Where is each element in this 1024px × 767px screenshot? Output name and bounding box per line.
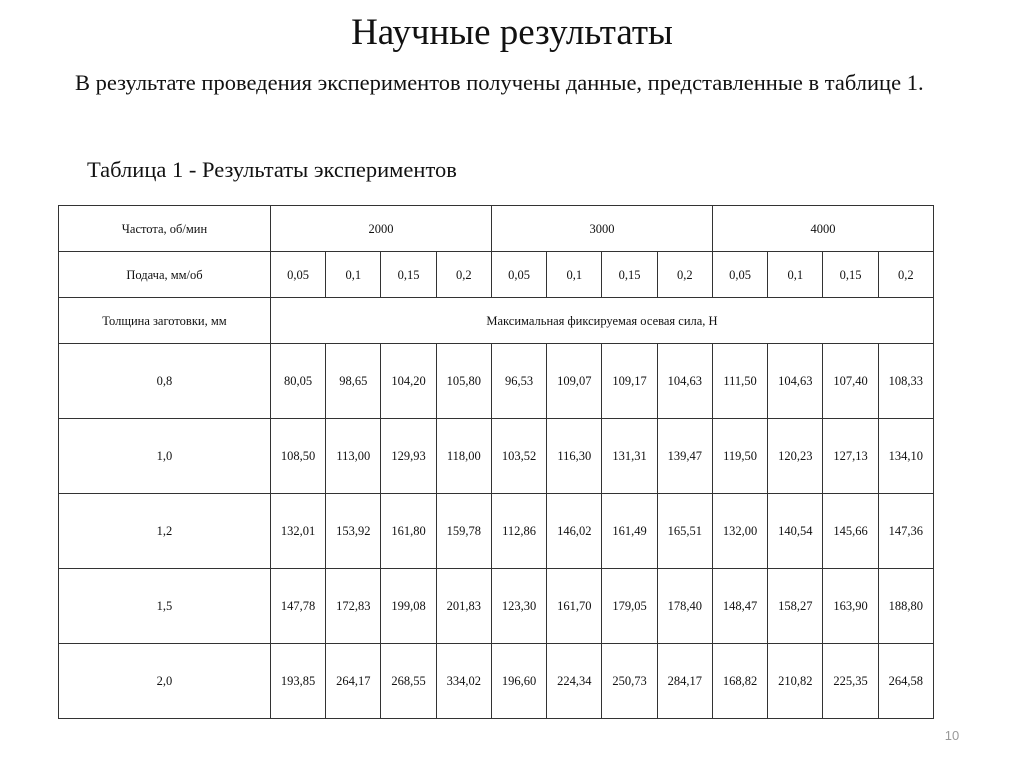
force-cell: 80,05: [270, 344, 325, 419]
force-cell: 147,78: [270, 569, 325, 644]
force-cell: 111,50: [712, 344, 767, 419]
force-cell: 165,51: [657, 494, 712, 569]
slide-title: Научные результаты: [351, 12, 673, 53]
thickness-header-row: [59, 298, 934, 344]
force-cell: 224,34: [547, 644, 602, 719]
feed-label: Подача, мм/об: [59, 252, 271, 298]
feed-cell: 0,2: [436, 252, 491, 298]
force-cell: 178,40: [657, 569, 712, 644]
force-cell: 108,33: [878, 344, 933, 419]
thickness-cell: 1,5: [59, 569, 271, 644]
thickness-label: Толщина заготовки, мм: [59, 298, 271, 344]
frequency-4000: 4000: [712, 206, 933, 252]
force-cell: 163,90: [823, 569, 878, 644]
frequency-header-row: [59, 206, 934, 252]
force-cell: 123,30: [491, 569, 546, 644]
force-cell: 119,50: [712, 419, 767, 494]
force-cell: 107,40: [823, 344, 878, 419]
force-cell: 120,23: [768, 419, 823, 494]
force-cell: 118,00: [436, 419, 491, 494]
table-row: [59, 569, 934, 644]
force-cell: 168,82: [712, 644, 767, 719]
feed-header-row: [59, 252, 934, 298]
feed-cell: 0,2: [657, 252, 712, 298]
thickness-cell: 1,2: [59, 494, 271, 569]
force-cell: 127,13: [823, 419, 878, 494]
force-cell: 104,63: [657, 344, 712, 419]
force-cell: 116,30: [547, 419, 602, 494]
force-cell: 196,60: [491, 644, 546, 719]
force-cell: 268,55: [381, 644, 436, 719]
feed-cell: 0,1: [768, 252, 823, 298]
thickness-cell: 1,0: [59, 419, 271, 494]
force-cell: 225,35: [823, 644, 878, 719]
force-cell: 334,02: [436, 644, 491, 719]
force-cell: 108,50: [270, 419, 325, 494]
force-cell: 188,80: [878, 569, 933, 644]
thickness-cell: 2,0: [59, 644, 271, 719]
force-cell: 131,31: [602, 419, 657, 494]
page-number: 10: [944, 728, 960, 743]
force-cell: 153,92: [326, 494, 381, 569]
force-cell: 103,52: [491, 419, 546, 494]
force-cell: 105,80: [436, 344, 491, 419]
results-table: [58, 205, 934, 719]
force-cell: 140,54: [768, 494, 823, 569]
feed-cell: 0,05: [712, 252, 767, 298]
table-row: [59, 494, 934, 569]
feed-cell: 0,15: [823, 252, 878, 298]
force-cell: 104,63: [768, 344, 823, 419]
force-cell: 161,49: [602, 494, 657, 569]
force-cell: 210,82: [768, 644, 823, 719]
frequency-3000: 3000: [491, 206, 712, 252]
intro-paragraph: В результате проведения экспериментов получены данные, представленные в таблице 1.: [75, 70, 924, 95]
force-cell: 146,02: [547, 494, 602, 569]
force-cell: 250,73: [602, 644, 657, 719]
force-cell: 161,80: [381, 494, 436, 569]
table-row: [59, 419, 934, 494]
table-row: [59, 344, 934, 419]
force-cell: 112,86: [491, 494, 546, 569]
force-cell: 109,07: [547, 344, 602, 419]
force-cell: 147,36: [878, 494, 933, 569]
force-cell: 264,58: [878, 644, 933, 719]
force-cell: 148,47: [712, 569, 767, 644]
force-cell: 96,53: [491, 344, 546, 419]
feed-cell: 0,15: [381, 252, 436, 298]
force-cell: 179,05: [602, 569, 657, 644]
force-cell: 98,65: [326, 344, 381, 419]
feed-cell: 0,1: [326, 252, 381, 298]
force-cell: 109,17: [602, 344, 657, 419]
feed-cell: 0,2: [878, 252, 933, 298]
force-cell: 201,83: [436, 569, 491, 644]
force-cell: 113,00: [326, 419, 381, 494]
force-cell: 161,70: [547, 569, 602, 644]
frequency-label: Частота, об/мин: [59, 206, 271, 252]
force-label: Максимальная фиксируемая осевая сила, Н: [270, 298, 933, 344]
feed-cell: 0,05: [270, 252, 325, 298]
force-cell: 139,47: [657, 419, 712, 494]
frequency-2000: 2000: [270, 206, 491, 252]
feed-cell: 0,15: [602, 252, 657, 298]
force-cell: 134,10: [878, 419, 933, 494]
force-cell: 199,08: [381, 569, 436, 644]
force-cell: 284,17: [657, 644, 712, 719]
table-row: [59, 644, 934, 719]
table-caption: Таблица 1 - Результаты экспериментов: [87, 157, 457, 182]
feed-cell: 0,05: [491, 252, 546, 298]
force-cell: 159,78: [436, 494, 491, 569]
force-cell: 158,27: [768, 569, 823, 644]
force-cell: 132,00: [712, 494, 767, 569]
feed-cell: 0,1: [547, 252, 602, 298]
thickness-cell: 0,8: [59, 344, 271, 419]
force-cell: 104,20: [381, 344, 436, 419]
force-cell: 193,85: [270, 644, 325, 719]
force-cell: 172,83: [326, 569, 381, 644]
force-cell: 129,93: [381, 419, 436, 494]
force-cell: 132,01: [270, 494, 325, 569]
force-cell: 145,66: [823, 494, 878, 569]
force-cell: 264,17: [326, 644, 381, 719]
